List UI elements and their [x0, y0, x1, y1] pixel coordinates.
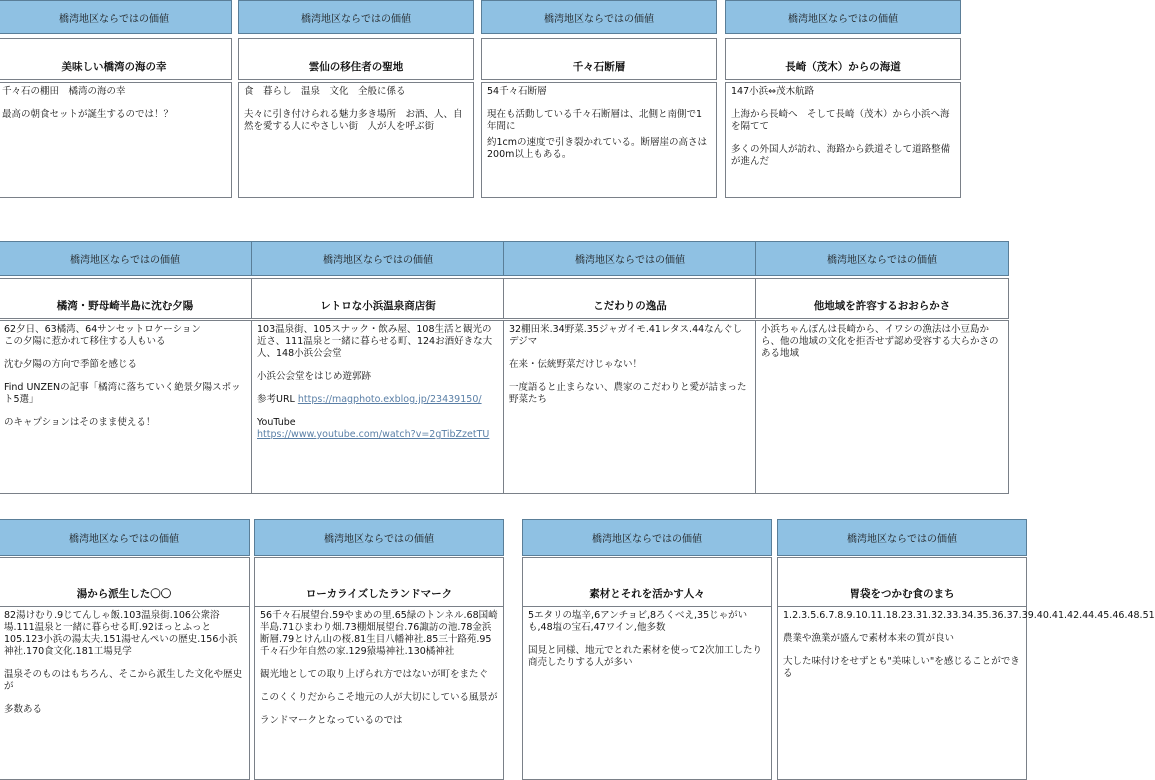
card-title: 他地域を許容するおおらかさ [755, 278, 1009, 319]
card-header: 橋湾地区ならではの価値 [0, 0, 232, 34]
body-text: 54千々石断層 [487, 86, 547, 97]
card-header: 橋湾地区ならではの価値 [0, 519, 250, 556]
body-text: 最高の朝食セットが誕生するのでは！？ [2, 109, 174, 120]
body-text: 現在も活動している千々石断層は、北側と南側で1年間に [487, 109, 703, 132]
body-text: ランドマークとなっているのでは [260, 715, 403, 726]
body-text: 103温泉街、105スナック・飲み屋、108生活と観光の近さ、111温泉と一緒に暮らせる町、124お酒好きな大人、148小浜公会堂 [257, 324, 493, 359]
card-body [0, 320, 252, 494]
body-text: 約1cmの速度で引き裂かれている。断層崖の高さは200m以上もある。 [487, 137, 708, 160]
body-text: 1.2.3.5.6.7.8.9.10.11.18.23.31.32.33.34.35.36.37.39.40.41.42.44.45.46.48.51 [783, 610, 1155, 621]
card-body [238, 82, 474, 198]
body-text: 食 暮らし 温泉 文化 全般に係る [244, 86, 406, 97]
card-header: 橋湾地区ならではの価値 [254, 519, 504, 556]
body-text: 5エタリの塩辛,6アンチョビ,8ろくべえ,35じゃがいも,48塩の宝石,47ワイン,他多数 [528, 610, 748, 633]
card-body [0, 606, 250, 780]
youtube-label: YouTube [257, 417, 296, 428]
card-body [522, 606, 772, 780]
card-header: 橋湾地区ならではの価値 [522, 519, 772, 556]
body-text: 32棚田米.34野菜.35ジャガイモ.41レタス.44なんぐしデジマ [509, 324, 743, 347]
card-body [777, 606, 1155, 780]
body-text: 在来・伝統野菜だけじゃない！ [509, 359, 643, 370]
body-text: 一度語ると止まらない、農家のこだわりと愛が詰まった野菜たち [509, 382, 747, 405]
body-text: 千々石の棚田 橘湾の海の幸 [2, 86, 126, 97]
card-body [481, 82, 717, 198]
card-header: 橋湾地区ならではの価値 [238, 0, 474, 34]
ref-label: 参考URL [257, 394, 295, 405]
body-text: 小浜公会堂をはじめ遊郭跡 [257, 371, 372, 382]
body-text: 農業や漁業が盛んで素材本来の質が良い [783, 633, 955, 644]
card-title: 素材とそれを活かす人々 [522, 557, 772, 607]
card-title: 胃袋をつかむ食のまち [777, 557, 1027, 607]
card-body [251, 320, 505, 494]
body-text: 温泉そのものはもちろん、そこから派生した文化や歴史が [4, 669, 243, 692]
card-title: こだわりの逸品 [503, 278, 757, 319]
card-header: 橋湾地区ならではの価値 [0, 241, 252, 276]
card-body [725, 82, 961, 198]
body-text: 沈む夕陽の方向で季節を感じる [4, 359, 138, 370]
body-text: Find UNZENの記事「橘湾に落ちていく絶景夕陽スポット5選」 [4, 382, 241, 405]
body-text: 国見と同様、地元でとれた素材を使って2次加工したり商売したりする人が多い [528, 645, 763, 668]
youtube-line [257, 417, 499, 441]
body-text: 観光地としての取り上げられ方ではないが町をまたぐ [260, 669, 489, 680]
card-title: 美味しい橋湾の海の幸 [0, 38, 232, 80]
body-text: 62夕日、63橘湾、64サンセットロケーション この夕陽に惹かれて移住する人もいる [4, 324, 201, 347]
card-header: 橋湾地区ならではの価値 [777, 519, 1027, 556]
body-text: 147小浜⇔茂木航路 [731, 86, 815, 97]
card-title: 千々石断層 [481, 38, 717, 80]
body-text: 82湯けむり.9じてんしゃ飯.103温泉街.106公衆浴場.111温泉と一緒に暮らせる町.92ほっとふっと105.123小浜の湯太夫.151湯せんぺいの歴史.156小浜神社.170食文化.181工場見学 [4, 610, 238, 657]
youtube-link[interactable]: https://www.youtube.com/watch?v=2gTibZzetTU [257, 429, 490, 440]
card-title: レトロな小浜温泉商店街 [251, 278, 505, 319]
card-header: 橋湾地区ならではの価値 [251, 241, 505, 276]
body-text: 小浜ちゃんぽんは長崎から、イワシの漁法は小豆島から、他の地域の文化を拒否せず認め受容する大らかさのある地域 [761, 324, 999, 359]
reference-line [257, 394, 499, 406]
body-text: このくくりだからこそ地元の人が大切にしている風景が [260, 692, 498, 703]
card-header: 橋湾地区ならではの価値 [755, 241, 1009, 276]
card-title: 長崎（茂木）からの海道 [725, 38, 961, 80]
body-text: 56千々石展望台.59やまめの里.65緑のトンネル.68国崎半島.71ひまわり畑.73棚畑展望台.76諏訪の池.78金浜断層.79とけん山の桜.81生目八幡神社.85三十路苑.95千々石少年自然の家.129猿場神社.130橘神社 [260, 610, 498, 657]
body-text: 夫々に引き付けられる魅力多き場所 お酒、人、自然を愛する人にやさしい街 人が人を呼ぶ街 [244, 109, 463, 132]
card-title: 橘湾・野母崎半島に沈む夕陽 [0, 278, 252, 319]
card-body [503, 320, 757, 494]
card-body [0, 82, 232, 198]
card-header: 橋湾地区ならではの価値 [503, 241, 757, 276]
card-header: 橋湾地区ならではの価値 [481, 0, 717, 34]
body-text: 多くの外国人が訪れ、海路から鉄道そして道路整備が進んだ [731, 144, 951, 167]
card-title: ローカライズしたランドマーク [254, 557, 504, 607]
card-body [755, 320, 1009, 494]
body-text: のキャプションはそのまま使える！ [4, 417, 156, 428]
card-title: 湯から派生した〇〇 [0, 557, 250, 607]
ref-link[interactable]: https://magphoto.exblog.jp/23439150/ [297, 394, 482, 405]
body-text: 大した味付けをせずとも"美味しい"を感じることができる [783, 656, 1020, 679]
card-header: 橋湾地区ならではの価値 [725, 0, 961, 34]
body-text: 上海から長崎へ そして長崎（茂木）から小浜へ海を隔てて [731, 109, 950, 132]
body-text: 多数ある [4, 704, 43, 715]
card-title: 雲仙の移住者の聖地 [238, 38, 474, 80]
card-body [254, 606, 504, 780]
